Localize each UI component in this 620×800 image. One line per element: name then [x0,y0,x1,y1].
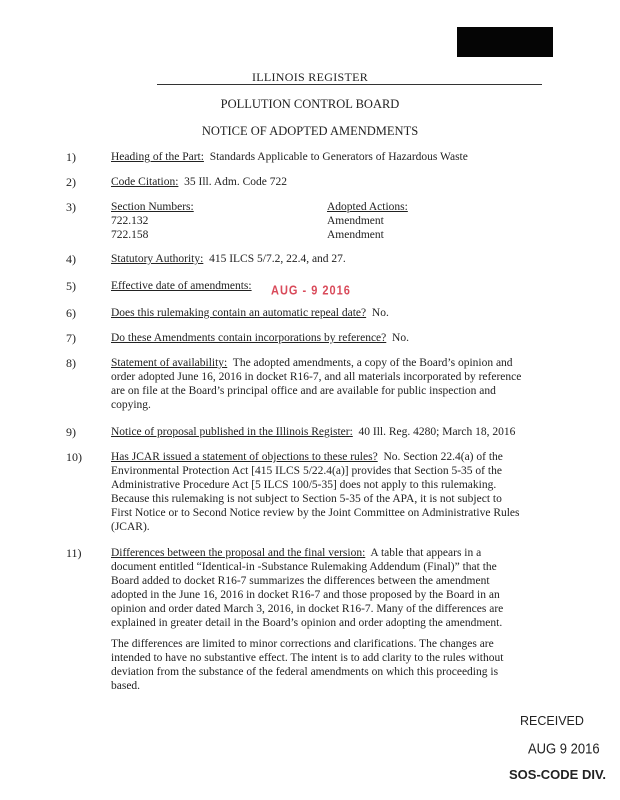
paragraph-line: adopted in the June 16, 2016 in docket R16-7 and those proposed by the Board in an [111,589,500,601]
item-repeal-date [111,306,546,320]
item-label: Statutory Authority: [111,253,204,265]
section-number: 722.132 [111,215,149,227]
item-number: 5) [66,279,76,293]
paragraph-line: Environmental Protection Act [415 ILCS 5/22.4(a)] provides that Section 5-35 of the [111,465,502,477]
paragraph-line: First Notice or to Second Notice review by the Joint Committee on Administrative Rules [111,507,520,519]
adopted-action: Amendment [327,229,384,241]
notice-title: NOTICE OF ADOPTED AMENDMENTS [201,124,419,138]
paragraph-line-text: No. Section 22.4(a) of the [383,451,503,463]
item-number: 6) [66,306,76,320]
item-incorporations [111,331,546,345]
paragraph-line: copying. [111,399,151,411]
paragraph-line: based. [111,680,141,692]
item-code-citation [111,175,546,189]
item-differences [111,546,546,630]
paragraph-line: document entitled “Identical-in -Substance Rulemaking Addendum (Final)” that the [111,561,497,573]
item-availability [111,356,546,412]
paragraph-line: opinion and order dated March 3, 2016, in docket R16-7. Many of the differences are [111,603,504,615]
paragraph-line: (JCAR). [111,521,150,533]
paragraph-line: explained in greater detail in the Board’s opinion and order adopting the amendment. [111,617,503,629]
item-label: Code Citation: [111,176,179,188]
paragraph-line-text: A table that appears in a [370,547,482,559]
received-stamp-division: SOS-CODE DIV. [509,767,607,782]
paragraph-line [111,450,546,464]
item-number: 11) [66,546,82,560]
adopted-actions-label: Adopted Actions: [327,201,408,213]
item-label: Statement of availability: [111,357,228,369]
received-stamp-label: RECEIVED [520,714,584,728]
adopted-action: Amendment [327,215,384,227]
adopted-actions-column [327,200,408,242]
item-value: No. [371,307,389,319]
item-statutory-authority [111,252,546,266]
item-number: 3) [66,200,76,214]
item-label: Does this rulemaking contain an automatic repeal date? [111,307,367,319]
item-label: Effective date of amendments: [111,280,252,292]
paragraph-line [111,546,546,560]
item-number: 1) [66,150,76,164]
item-value: 415 ILCS 5/7.2, 22.4, and 27. [209,253,346,265]
item-value: Standards Applicable to Generators of Hazardous Waste [209,151,468,163]
register-title: ILLINOIS REGISTER [251,70,369,84]
agency-title: POLLUTION CONTROL BOARD [220,97,400,111]
register-rule [157,84,542,85]
paragraph-line [111,356,546,370]
paragraph-line: Administrative Procedure Act [5 ILCS 100/5-35] does not apply to this rulemaking. [111,479,497,491]
section-numbers-column [111,200,311,242]
item-heading [111,150,546,164]
redaction-box [457,27,553,57]
item-number: 9) [66,425,76,439]
item-value: 40 Ill. Reg. 4280; March 18, 2016 [358,426,516,438]
paragraph-line: are on file at the Board’s principal office and are available for public inspection and [111,385,496,397]
item-value: No. [392,332,409,344]
paragraph-line: Because this rulemaking is not subject to Section 5-35 of the APA, it is not subject to [111,493,502,505]
item-label: Has JCAR issued a statement of objections to these rules? [111,451,378,463]
section-numbers-label: Section Numbers: [111,201,194,213]
item-number: 7) [66,331,76,345]
item-label: Notice of proposal published in the Illinois Register: [111,426,353,438]
paragraph-line: order adopted June 16, 2016 in docket R16-7, and all materials incorporated by reference [111,371,522,383]
differences-paragraph-2 [111,637,546,693]
item-notice-of-proposal [111,425,546,439]
item-number: 10) [66,450,82,464]
item-number: 4) [66,252,76,266]
item-label: Do these Amendments contain incorporations by reference? [111,332,387,344]
paragraph-line: deviation from the substance of the federal amendments on which this proceeding is [111,666,499,678]
item-value: 35 Ill. Adm. Code 722 [184,176,288,188]
item-label: Heading of the Part: [111,151,204,163]
paragraph-line: intended to have no substantive effect. The intent is to add clarity to the rules without [111,652,504,664]
paragraph-line: Board added to docket R16-7 summarizes the differences between the amendment [111,575,490,587]
item-label: Differences between the proposal and the final version: [111,547,366,559]
section-number: 722.158 [111,229,149,241]
item-number: 2) [66,175,76,189]
item-number: 8) [66,356,76,370]
received-stamp-date: AUG 9 2016 [528,739,600,758]
item-jcar [111,450,546,534]
date-stamp: AUG - 9 2016 [271,283,351,299]
paragraph-line: The differences are limited to minor corrections and clarifications. The changes are [111,638,494,650]
paragraph-line-text: The adopted amendments, a copy of the Board’s opinion and [232,357,513,369]
